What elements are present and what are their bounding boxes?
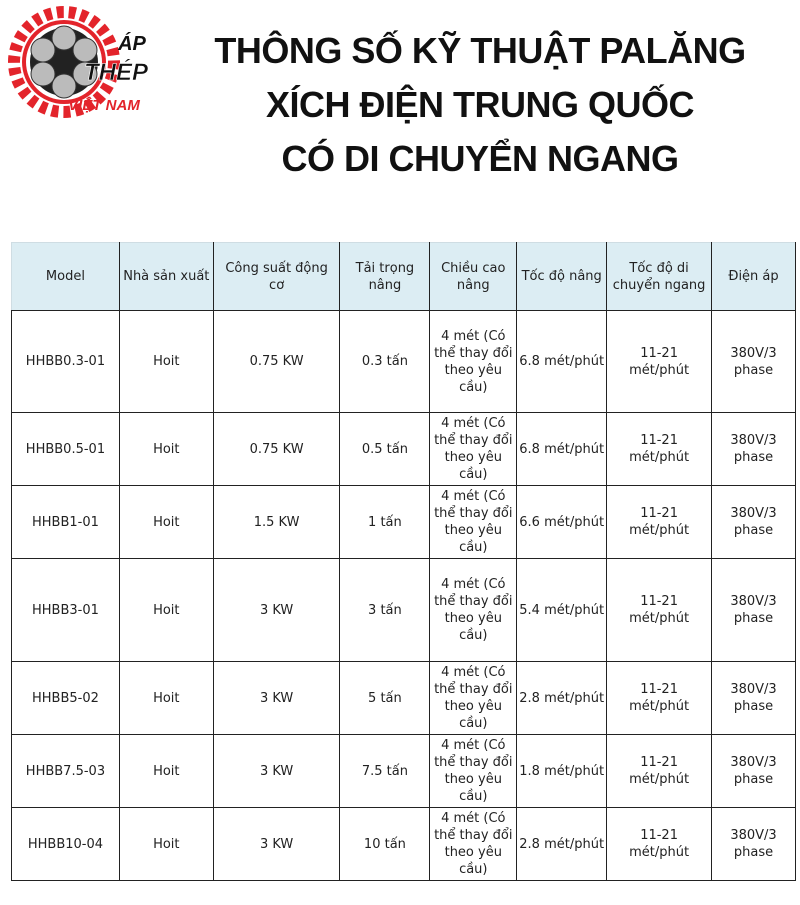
table-cell: Hoit [119,413,213,486]
table-cell: 0.3 tấn [340,311,430,413]
table-cell: 6.8 mét/phút [517,311,607,413]
table-cell: HHBB1-01 [12,486,120,559]
table-cell: Hoit [119,559,213,662]
table-cell: Hoit [119,486,213,559]
column-header: Model [12,243,120,311]
table-cell: 6.8 mét/phút [517,413,607,486]
table-cell: HHBB3-01 [12,559,120,662]
company-logo [4,4,154,122]
table-row [12,559,796,662]
logo-text-top: ÁP [118,33,146,55]
table-cell: 11-21 mét/phút [607,662,712,735]
table-cell: 1.5 KW [213,486,340,559]
table-cell: 3 KW [213,808,340,881]
table-cell: HHBB0.3-01 [12,311,120,413]
table-cell: 380V/3 phase [712,559,796,662]
column-header: Nhà sản xuất [119,243,213,311]
table-cell: 4 mét (Có thể thay đổi theo yêu cầu) [430,735,517,808]
table-cell: 4 mét (Có thể thay đổi theo yêu cầu) [430,311,517,413]
table-cell: 4 mét (Có thể thay đổi theo yêu cầu) [430,662,517,735]
table-cell: 380V/3 phase [712,808,796,881]
logo-text-bottom: VIỆT NAM [68,97,140,114]
title-line-3: CÓ DI CHUYỂN NGANG [281,138,679,179]
table-cell: 11-21 mét/phút [607,311,712,413]
table-cell: 0.75 KW [213,311,340,413]
table-row [12,413,796,486]
column-header: Tốc độ di chuyển ngang [607,243,712,311]
table-header-row [12,243,796,311]
table-cell: 10 tấn [340,808,430,881]
table-row [12,311,796,413]
logo-text-mid: THÉP [83,59,149,86]
title-line-2: XÍCH ĐIỆN TRUNG QUỐC [265,84,694,125]
table-cell: 3 KW [213,559,340,662]
table-row [12,662,796,735]
table-cell: 3 KW [213,662,340,735]
table-cell: 4 mét (Có thể thay đổi theo yêu cầu) [430,486,517,559]
table-cell: Hoit [119,662,213,735]
table-cell: 380V/3 phase [712,311,796,413]
table-cell: 3 KW [213,735,340,808]
column-header: Tải trọng nâng [340,243,430,311]
table-cell: 4 mét (Có thể thay đổi theo yêu cầu) [430,808,517,881]
table-row [12,486,796,559]
table-cell: 380V/3 phase [712,735,796,808]
table-cell: 11-21 mét/phút [607,413,712,486]
table-cell: Hoit [119,735,213,808]
table-cell: 6.6 mét/phút [517,486,607,559]
spec-table [11,242,796,881]
table-cell: Hoit [119,808,213,881]
table-cell: HHBB5-02 [12,662,120,735]
table-cell: 11-21 mét/phút [607,808,712,881]
table-cell: Hoit [119,311,213,413]
table-cell: 380V/3 phase [712,662,796,735]
column-header: Điện áp [712,243,796,311]
table-cell: 0.5 tấn [340,413,430,486]
table-cell: HHBB7.5-03 [12,735,120,808]
table-cell: 11-21 mét/phút [607,559,712,662]
table-cell: 4 mét (Có thể thay đổi theo yêu cầu) [430,559,517,662]
table-cell: 3 tấn [340,559,430,662]
table-cell: 4 mét (Có thể thay đổi theo yêu cầu) [430,413,517,486]
table-cell: 380V/3 phase [712,486,796,559]
column-header: Công suất động cơ [213,243,340,311]
table-cell: 1.8 mét/phút [517,735,607,808]
title-line-1: THÔNG SỐ KỸ THUẬT PALĂNG [214,30,746,71]
table-row [12,735,796,808]
table-cell: 5.4 mét/phút [517,559,607,662]
table-cell: 5 tấn [340,662,430,735]
table-cell: 2.8 mét/phút [517,662,607,735]
table-cell: 7.5 tấn [340,735,430,808]
table-cell: 11-21 mét/phút [607,486,712,559]
table-cell: 0.75 KW [213,413,340,486]
table-cell: HHBB10-04 [12,808,120,881]
table-cell: 380V/3 phase [712,413,796,486]
table-cell: 1 tấn [340,486,430,559]
column-header: Tốc độ nâng [517,243,607,311]
column-header: Chiều cao nâng [430,243,517,311]
table-cell: HHBB0.5-01 [12,413,120,486]
table-row [12,808,796,881]
page-title [160,24,800,186]
table-cell: 11-21 mét/phút [607,735,712,808]
table-cell: 2.8 mét/phút [517,808,607,881]
